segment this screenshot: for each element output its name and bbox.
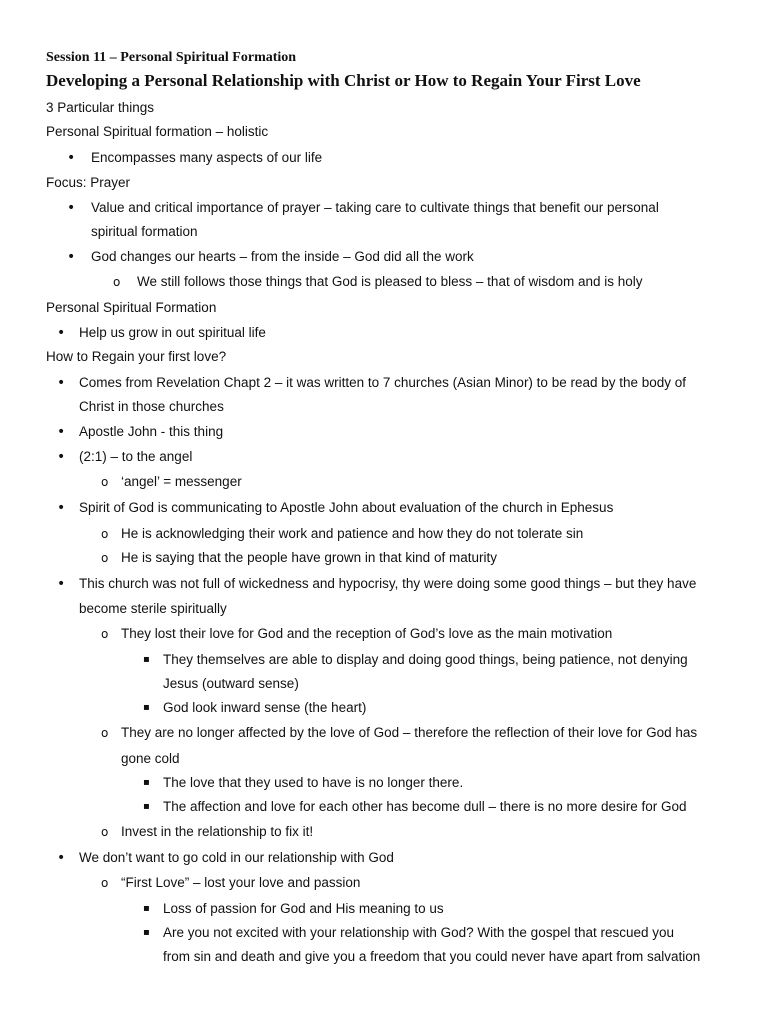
bullet-marker: • — [57, 850, 66, 866]
bullet-marker: o — [101, 825, 109, 839]
bullet-marker: • — [57, 449, 66, 465]
list-item: We don’t want to go cold in our relationship with God — [79, 850, 394, 865]
list-item: Apostle John - this thing — [79, 424, 224, 439]
bullet-marker: • — [57, 375, 66, 391]
list-item-continuation: become sterile spiritually — [79, 601, 227, 616]
bullet-marker: o — [101, 527, 109, 541]
bullet-marker: o — [101, 475, 109, 489]
list-item: ‘angel’ = messenger — [121, 474, 242, 489]
list-item-continuation: spiritual formation — [91, 224, 198, 239]
list-item: They themselves are able to display and doing good things, being patience, not denying — [163, 652, 688, 667]
list-item: Are you not excited with your relationship with God? With the gospel that rescued you — [163, 925, 675, 940]
bullet-marker: o — [101, 551, 109, 565]
list-item: The love that they used to have is no longer there. — [163, 775, 464, 790]
section-heading: Personal Spiritual formation – holistic — [46, 124, 269, 139]
bullet-marker: • — [57, 325, 66, 341]
text-line: 3 Particular things — [46, 100, 155, 115]
bullet-marker: ▪ — [143, 654, 150, 665]
bullet-marker: o — [101, 876, 109, 890]
list-item: Loss of passion for God and His meaning to us — [163, 901, 444, 916]
list-item-continuation: Jesus (outward sense) — [163, 676, 299, 691]
list-item: God look inward sense (the heart) — [163, 700, 367, 715]
session-heading: Session 11 – Personal Spiritual Formation — [46, 50, 297, 65]
bullet-marker: • — [67, 249, 76, 265]
list-item: Encompasses many aspects of our life — [91, 150, 323, 165]
list-item-continuation: from sin and death and give you a freedom that you could never have apart from salvation — [163, 949, 701, 964]
list-item: He is saying that the people have grown in that kind of maturity — [121, 550, 497, 565]
bullet-marker: • — [67, 200, 76, 216]
section-heading: Focus: Prayer — [46, 175, 131, 190]
bullet-marker: • — [57, 500, 66, 516]
list-item: Invest in the relationship to fix it! — [121, 824, 314, 839]
list-item: He is acknowledging their work and patience and how they do not tolerate sin — [121, 526, 584, 541]
bullet-marker: ▪ — [143, 777, 150, 788]
list-item-continuation: Christ in those churches — [79, 399, 224, 414]
bullet-marker: • — [67, 150, 76, 166]
list-item: They lost their love for God and the reception of God’s love as the main motivation — [121, 626, 613, 641]
list-item-continuation: gone cold — [121, 751, 180, 766]
bullet-marker: ▪ — [143, 927, 150, 938]
list-item: Spirit of God is communicating to Apostle John about evaluation of the church in Ephesus — [79, 500, 614, 515]
bullet-marker: ▪ — [143, 801, 150, 812]
bullet-marker: • — [57, 424, 66, 440]
bullet-marker: o — [101, 627, 109, 641]
bullet-marker: ▪ — [143, 903, 150, 914]
bullet-marker: o — [101, 726, 109, 740]
list-item: The affection and love for each other has become dull – there is no more desire for God — [163, 799, 687, 814]
list-item: We still follows those things that God is pleased to bless – that of wisdom and is holy — [137, 274, 643, 289]
list-item: Comes from Revelation Chapt 2 – it was written to 7 churches (Asian Minor) to be read by the body of — [79, 375, 687, 390]
bullet-marker: • — [57, 576, 66, 592]
section-heading: How to Regain your first love? — [46, 349, 227, 364]
list-item: God changes our hearts – from the inside – God did all the work — [91, 249, 474, 264]
list-item: This church was not full of wickedness and hypocrisy, thy were doing some good things – but they have — [79, 576, 697, 591]
document-title: Developing a Personal Relationship with Christ or How to Regain Your First Love — [46, 71, 641, 90]
list-item: Value and critical importance of prayer – taking care to cultivate things that benefit our personal — [91, 200, 659, 215]
list-item: They are no longer affected by the love of God – therefore the reflection of their love for God has — [121, 725, 698, 740]
list-item: Help us grow in out spiritual life — [79, 325, 266, 340]
bullet-marker: ▪ — [143, 702, 150, 713]
list-item: (2:1) – to the angel — [79, 449, 193, 464]
list-item: “First Love” – lost your love and passion — [121, 875, 361, 890]
section-heading: Personal Spiritual Formation — [46, 300, 217, 315]
bullet-marker: o — [113, 275, 121, 289]
